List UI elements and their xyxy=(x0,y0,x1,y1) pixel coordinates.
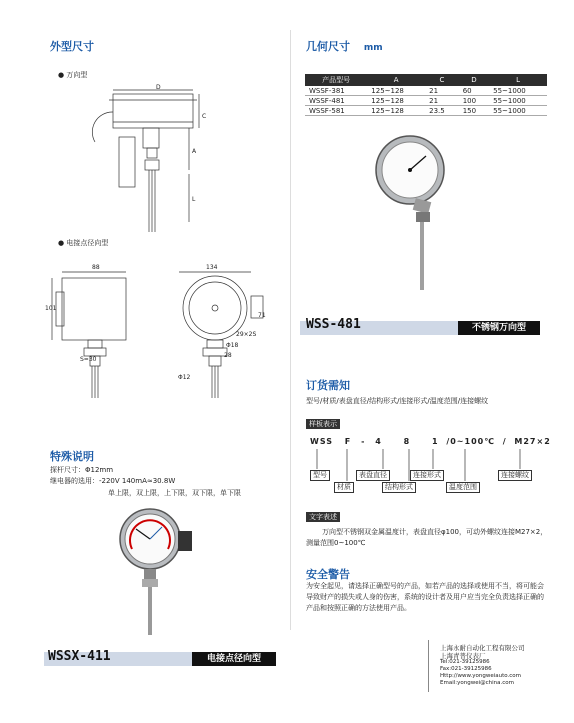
left-model-name: 电接点径向型 xyxy=(192,652,276,666)
bullet-universal-label: 万向型 xyxy=(66,71,88,79)
table-cell: 60 xyxy=(459,86,489,96)
label-temp: 温度范围 xyxy=(446,482,480,493)
geometry-heading xyxy=(306,38,383,54)
table-cell: 21 xyxy=(425,86,459,96)
company-tel: Tel:021-39125986 xyxy=(440,659,490,665)
safety-heading: 安全警告 xyxy=(306,568,350,581)
text-tag: 文字表述 xyxy=(306,512,340,522)
outline-heading: 外型尺寸 xyxy=(50,40,94,53)
order-heading: 订货需知 xyxy=(306,379,350,392)
text-body: 万向型不锈钢双金属温度计，表盘直径φ100，可动外螺纹连接M27×2，测量范围0~100℃ xyxy=(306,528,548,547)
table-cell: 23.5 xyxy=(425,106,459,116)
dim-a-label: A xyxy=(192,148,197,155)
dim-d-label: D xyxy=(156,84,161,91)
table-cell: 125~128 xyxy=(367,106,425,116)
code-temp: /0~100℃ xyxy=(446,437,495,446)
dim-134-label: 134 xyxy=(206,264,218,271)
dim-88-label: 88 xyxy=(92,264,100,271)
bullet-universal: ● 万向型 xyxy=(58,71,88,79)
code-material: F xyxy=(344,437,352,446)
table-header: A xyxy=(367,74,425,86)
code-dash: - xyxy=(361,437,366,446)
example-connector-lines xyxy=(305,447,555,487)
label-model: 型号 xyxy=(310,470,330,481)
column-divider xyxy=(290,30,291,630)
geometry-heading-text: 几何尺寸 xyxy=(306,40,350,53)
table-cell: WSSF-481 xyxy=(305,96,367,106)
order-line: 型号/材质/表盘直径/结构形式/连接形式/温度范围/连接螺纹 xyxy=(306,397,489,405)
universal-type-drawing xyxy=(85,82,225,232)
table-cell: 125~128 xyxy=(367,86,425,96)
code-structure: 8 xyxy=(403,437,411,446)
universal-gauge-image xyxy=(370,130,460,290)
company-email: Email:yongwei@china.com xyxy=(440,680,515,686)
bullet-contact-label: 电接点径向型 xyxy=(66,239,109,247)
right-model-code: WSS-481 xyxy=(306,317,361,332)
label-structure: 结构形式 xyxy=(382,482,416,493)
code-slash: / xyxy=(502,437,507,446)
table-row xyxy=(305,106,547,116)
special-heading: 特殊说明 xyxy=(50,450,94,463)
table-cell: 55~1000 xyxy=(489,106,547,116)
dim-c-label: C xyxy=(202,113,207,120)
table-cell: 55~1000 xyxy=(489,96,547,106)
code-model: WSS xyxy=(310,437,333,446)
dim-28-label: 28 xyxy=(224,352,232,359)
right-model-name: 不锈钢万向型 xyxy=(458,321,540,335)
safety-body: 为安全起见，请选择正确型号的产品，如若产品的选择或使用不当，将可能会导致财产的损失或人身的伤害，系统的设计者及用户应当完全负责选择正确的产品和按照正确的方法使用产品。 xyxy=(306,582,544,612)
company-web: Http://www.yongweiauto.com xyxy=(440,673,522,679)
table-cell: 125~128 xyxy=(367,96,425,106)
dim-29x2-label: 29×2S xyxy=(236,331,257,338)
special-limits: 单上限，双上限，上下限，双下限，单下限 xyxy=(108,489,241,497)
contact-divider xyxy=(428,640,429,692)
table-cell: 100 xyxy=(459,96,489,106)
table-cell: 21 xyxy=(425,96,459,106)
dim-l-label: L xyxy=(192,196,196,203)
dim-71-label: 71 xyxy=(258,312,266,319)
table-header: D xyxy=(459,74,489,86)
code-connection: 1 xyxy=(431,437,439,446)
company-name-1: 上海永耐自动化工程有限公司 xyxy=(440,644,525,652)
table-header: L xyxy=(489,74,547,86)
contact-gauge-image xyxy=(112,505,202,635)
special-probe-size: 探杆尺寸：Φ12mm xyxy=(50,466,114,474)
spec-table xyxy=(305,74,547,116)
bullet-contact: ● 电接点径向型 xyxy=(58,239,109,247)
label-connection: 连接形式 xyxy=(410,470,444,481)
special-relay: 继电器的选用：-220V 140mA≈30.8W xyxy=(50,477,176,485)
label-dial: 表盘直径 xyxy=(356,470,390,481)
dim-s30-label: S=30 xyxy=(80,356,97,363)
example-tag: 样板表示 xyxy=(306,419,340,429)
table-row xyxy=(305,96,547,106)
table-header: C xyxy=(425,74,459,86)
example-code xyxy=(310,437,551,446)
geometry-unit: mm xyxy=(363,43,383,53)
label-material: 材质 xyxy=(334,482,354,493)
contact-side-drawing xyxy=(48,268,148,398)
code-thread: M27×2 xyxy=(514,437,551,446)
dim-phi18-label: Φ18 xyxy=(226,342,239,349)
table-header: 产品型号 xyxy=(305,74,367,86)
company-name-2: 上海青普仪表厂 xyxy=(440,652,486,660)
dim-101-label: 101 xyxy=(45,305,57,312)
company-fax: Fax:021-39125986 xyxy=(440,666,492,672)
left-model-code: WSSX-411 xyxy=(48,649,111,664)
table-cell: 55~1000 xyxy=(489,86,547,96)
table-header-row xyxy=(305,74,547,86)
table-row xyxy=(305,86,547,96)
label-thread: 连接螺纹 xyxy=(498,470,532,481)
dim-phi12-label: Φ12 xyxy=(178,374,191,381)
table-cell: WSSF-381 xyxy=(305,86,367,96)
code-dial: 4 xyxy=(375,437,382,446)
table-cell: WSSF-581 xyxy=(305,106,367,116)
table-cell: 150 xyxy=(459,106,489,116)
